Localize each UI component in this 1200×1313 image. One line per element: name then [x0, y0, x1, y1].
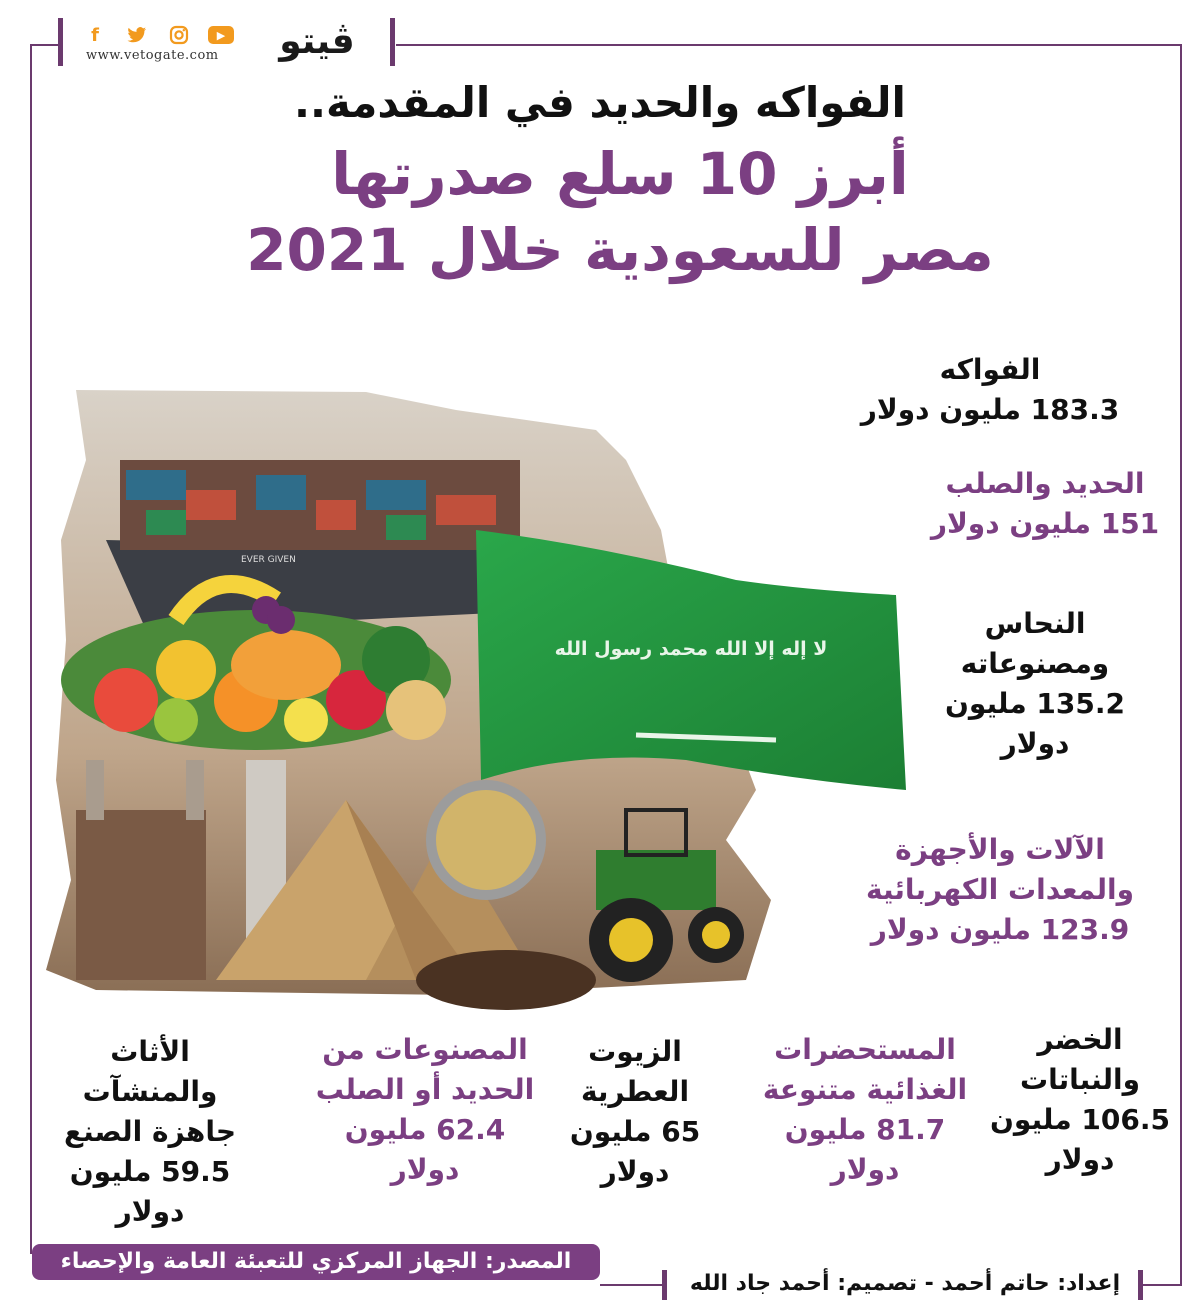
- item-name: الحديد والصلب: [945, 467, 1145, 500]
- item-name: الآلات والأجهزة: [895, 833, 1105, 866]
- frame-top-right: [396, 44, 1182, 46]
- item-value: دولار: [1000, 727, 1070, 760]
- item-value: 59.5 مليون: [69, 1155, 231, 1188]
- item-vegetables: [985, 1020, 1175, 1180]
- source-label: المصدر: الجهاز المركزي للتعبئة العامة والإحصاء: [32, 1244, 600, 1280]
- item-name: ومصنوعاته: [960, 647, 1110, 680]
- header-bar-right: [390, 18, 395, 66]
- saudi-flag: [476, 530, 906, 790]
- item-value: 81.7 مليون: [784, 1113, 946, 1146]
- soil-pile: [416, 950, 596, 1010]
- item-name: جاهزة الصنع: [63, 1115, 237, 1148]
- frame-top-left: [30, 44, 60, 46]
- item-value: دولار: [390, 1153, 460, 1186]
- item-value: 62.4 مليون: [344, 1113, 506, 1146]
- vetogate-logo: ڤيتو: [279, 21, 355, 62]
- item-furniture: [50, 1032, 250, 1232]
- social-icons: [82, 24, 234, 46]
- footer-bar-left: [662, 1270, 667, 1300]
- item-value: 135.2 مليون: [945, 687, 1125, 720]
- site-url[interactable]: www.vetogate.com: [86, 48, 219, 63]
- item-value: دولار: [830, 1153, 900, 1186]
- item-name: الخضر: [1037, 1023, 1123, 1056]
- item-name: المصنوعات من: [322, 1033, 528, 1066]
- item-name: الحديد أو الصلب: [315, 1073, 535, 1106]
- item-value: دولار: [1045, 1143, 1115, 1176]
- item-name: النحاس: [984, 607, 1086, 640]
- item-name: الفواكه: [939, 353, 1041, 386]
- item-iron-steel: [930, 464, 1160, 544]
- item-name: العطرية: [580, 1075, 690, 1108]
- item-name: الغذائية متنوعة: [762, 1073, 968, 1106]
- item-value: 123.9 مليون دولار: [870, 913, 1130, 946]
- credits-label: إعداد: حاتم أحمد - تصميم: أحمد جاد الله: [689, 1271, 1121, 1296]
- item-machinery: [840, 830, 1160, 950]
- item-name: الأثاث: [110, 1035, 190, 1068]
- item-name: والنباتات: [1019, 1063, 1141, 1096]
- headline-line1: الفواكه والحديد في المقدمة..: [294, 78, 906, 127]
- item-fruits: [860, 350, 1120, 430]
- frame-bottom-right: [1140, 1284, 1182, 1286]
- headline-line2: أبرز 10 سلع صدرتها: [331, 140, 909, 208]
- item-name: الزيوت: [588, 1035, 682, 1068]
- item-value: 106.5 مليون: [990, 1103, 1170, 1136]
- item-name: والمنشآت: [82, 1075, 218, 1108]
- item-essential-oils: [560, 1032, 710, 1192]
- header-bar-left: [58, 18, 63, 66]
- item-name: المستحضرات: [774, 1033, 956, 1066]
- item-iron-products: [300, 1030, 550, 1190]
- egypt-map-illustration: [36, 380, 916, 1020]
- flag-shahada: لا إله إلا الله محمد رسول الله: [554, 638, 828, 660]
- headline-line3: مصر للسعودية خلال 2021: [246, 216, 994, 284]
- item-value: دولار: [600, 1155, 670, 1188]
- twitter-icon[interactable]: [124, 24, 150, 46]
- facebook-icon[interactable]: f: [91, 24, 99, 46]
- youtube-icon[interactable]: ▶: [208, 26, 234, 44]
- item-value: دولار: [115, 1195, 185, 1228]
- item-food-preparations: [745, 1030, 985, 1190]
- coin: [431, 785, 541, 895]
- item-name: والمعدات الكهربائية: [866, 873, 1134, 906]
- frame-bottom-left: [600, 1284, 664, 1286]
- instagram-icon[interactable]: [166, 24, 192, 46]
- item-value: 151 مليون دولار: [930, 507, 1160, 540]
- ship-name: EVER GIVEN: [241, 555, 296, 565]
- item-value: 65 مليون: [569, 1115, 701, 1148]
- item-copper: [930, 604, 1140, 764]
- item-value: 183.3 مليون دولار: [860, 393, 1120, 426]
